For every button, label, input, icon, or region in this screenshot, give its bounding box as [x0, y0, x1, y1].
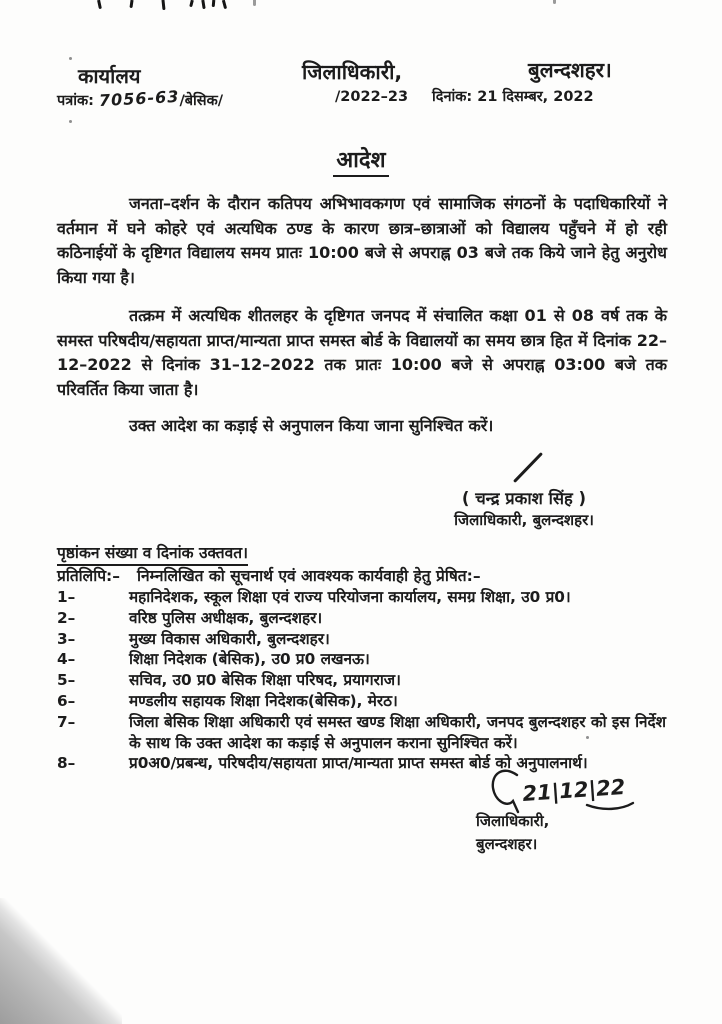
bottom-signatory	[476, 810, 549, 856]
recipient-item	[57, 608, 669, 629]
date-label: दिनांक:	[432, 89, 473, 105]
bottom-signatory-designation: जिलाधिकारी,	[476, 812, 550, 830]
scan-speck	[69, 120, 72, 123]
letter-no-suffix: /बेसिक/	[179, 93, 224, 109]
recipient-number: 1–	[57, 588, 76, 606]
recipient-item	[57, 712, 669, 754]
recipient-text: मण्डलीय सहायक शिक्षा निदेशक(बेसिक), मेरठ।	[129, 691, 398, 710]
cut-mark	[222, 0, 227, 9]
copy-intro: निम्नलिखित को सूचनार्थ एवं आवश्यक कार्यवाही हेतु प्रेषित:–	[137, 567, 481, 585]
cut-mark	[201, 0, 205, 9]
signatory-name: ( चन्द्र प्रकाश सिंह )	[461, 489, 587, 508]
recipient-text: जिला बेसिक शिक्षा अधिकारी एवं समस्त खण्ड शिक्षा अधिकारी, जनपद बुलन्दशहर को इस निर्देश के साथ कि उक्त आदेश का कड़ाई से अनुपालन कराना सुनिश्चित करें।	[129, 712, 667, 752]
signatory-designation: जिलाधिकारी, बुलन्दशहर।	[454, 511, 594, 529]
recipient-text: मुख्य विकास अधिकारी, बुलन्दशहर।	[129, 629, 330, 648]
copy-label: प्रतिलिपि:–	[57, 567, 120, 585]
date-value: 21 दिसम्बर, 2022	[477, 89, 594, 105]
recipient-item	[57, 649, 669, 670]
recipient-item	[57, 587, 669, 608]
page-corner-shadow	[0, 898, 122, 1024]
cut-mark	[253, 0, 256, 6]
copy-to-row	[57, 564, 667, 586]
handwritten-date: 21|12|22	[521, 774, 627, 806]
paragraph-order: तत्क्रम में अत्यधिक शीतलहर के दृष्टिगत जनपद में संचालित कक्षा 01 से 08 वर्ष तक के समस्त परिषदीय/सहायता प्राप्त/मान्यता प्राप्त समस्त बोर्ड के विद्यालयों का समय छात्र हित में दिनांक 22–12–2022 से दिनांक 31–12–2022 तक प्रातः 10:00 बजे से अपराह्न 03:00 बजे तक परिवर्तित किया जाता है।	[57, 306, 667, 399]
recipient-item	[57, 691, 669, 712]
cut-mark	[161, 0, 165, 10]
header-date	[432, 86, 594, 106]
handwritten-signature-icon	[487, 768, 637, 816]
recipient-number: 7–	[57, 712, 76, 731]
scan-speck	[69, 57, 72, 60]
recipient-number: 6–	[57, 691, 76, 710]
cut-mark	[129, 0, 133, 8]
recipient-item	[57, 629, 669, 650]
letter-no-label: पत्रांक:	[57, 93, 94, 109]
paragraph-compliance: उक्त आदेश का कड़ाई से अनुपालन किया जाना सुनिश्चित करें।	[129, 416, 494, 435]
bottom-signatory-district: बुलन्दशहर।	[476, 835, 538, 853]
order-title: आदेश	[0, 144, 722, 174]
recipient-text: वरिष्ठ पुलिस अधीक्षक, बुलन्दशहर।	[129, 608, 323, 627]
recipient-text: सचिव, उ0 प्र0 बेसिक शिक्षा परिषद, प्रयागराज।	[129, 671, 401, 690]
paragraph-request: जनता–दर्शन के दौरान कतिपय अभिभावकगण एवं सामाजिक संगठनों के पदाधिकारियों ने वर्तमान में घने कोहरे एवं अत्यधिक ठण्ड के कारण छात्र–छात्राओं को विद्यालय पहुँचने में हो रही कठिनाईयों के दृष्टिगत विद्यालय समय प्रातः 10:00 बजे से अपराह्न 03 बजे तक किये जाने हेतु अनुरोध किया गया है।	[57, 194, 667, 287]
recipient-item	[57, 670, 669, 691]
header-district: बुलन्दशहर।	[528, 58, 612, 82]
recipient-number: 3–	[57, 629, 76, 648]
header-ref-year: /2022–23	[335, 89, 409, 105]
recipient-text: प्र0अ0/प्रबन्ध, परिषदीय/सहायता प्राप्त/मान्यता प्राप्त समस्त बोर्ड को अनुपालनार्थ।	[129, 754, 588, 773]
recipient-text: शिक्षा निदेशक (बेसिक), उ0 प्र0 लखनऊ।	[129, 650, 370, 669]
endorsement-heading: पृष्ठांकन संख्या व दिनांक उक्तवत।	[57, 541, 248, 566]
cut-mark	[212, 0, 216, 7]
header-authority: जिलाधिकारी,	[302, 60, 403, 84]
recipient-number: 4–	[57, 650, 76, 669]
letter-no-handwritten: 7056-63	[98, 86, 180, 111]
recipient-text: महानिदेशक, स्कूल शिक्षा एवं राज्य परियोजना कार्यालय, समग्र शिक्षा, उ0 प्र0।	[129, 588, 571, 606]
recipient-number: 8–	[57, 754, 76, 773]
cut-mark	[189, 0, 194, 7]
cut-mark	[97, 0, 102, 9]
recipient-list	[57, 587, 669, 774]
header-letter-number	[57, 86, 224, 111]
header-office-label: कार्यालय	[78, 64, 141, 88]
signature-stroke-icon	[513, 452, 543, 483]
cut-mark	[553, 0, 556, 4]
recipient-number: 2–	[57, 608, 76, 627]
recipient-number: 5–	[57, 671, 76, 690]
